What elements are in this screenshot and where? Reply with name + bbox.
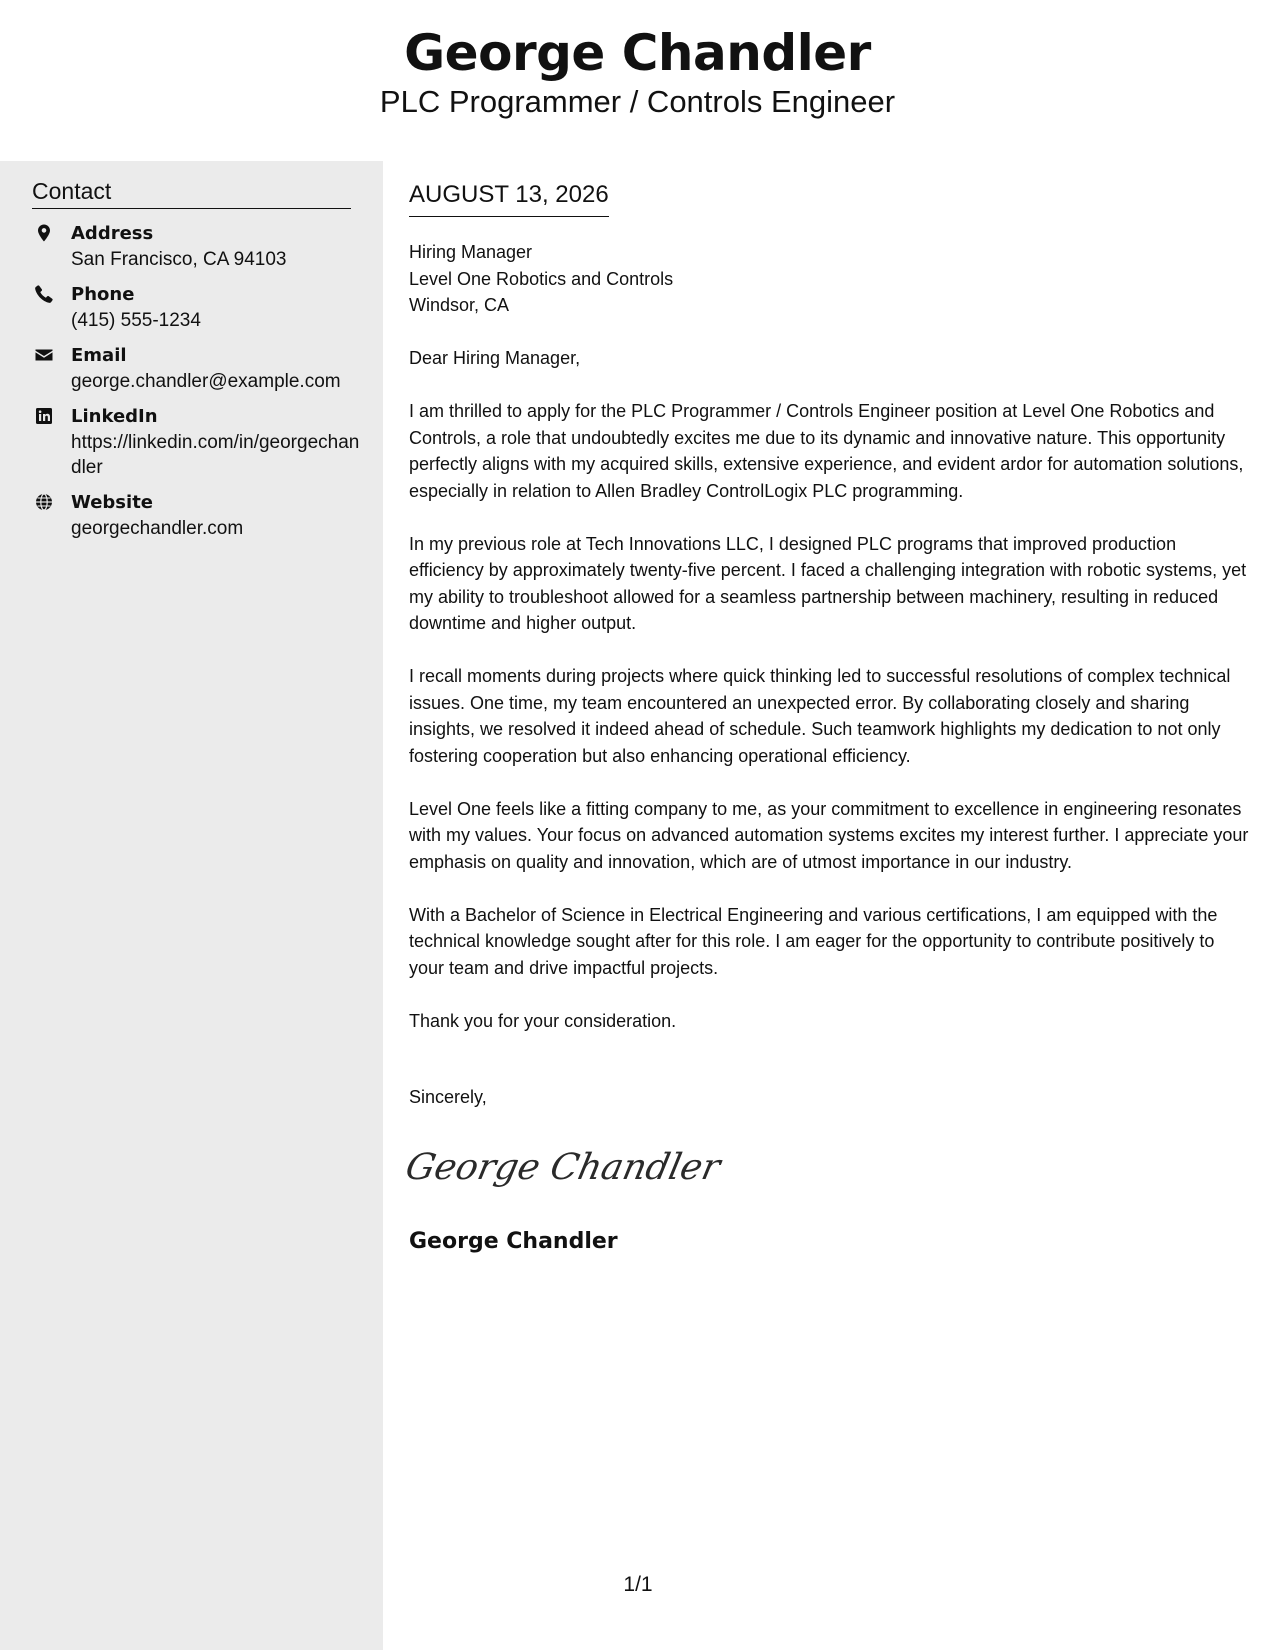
letter-date: AUGUST 13, 2026 [409, 179, 609, 217]
paragraph: In my previous role at Tech Innovations LLC, I designed PLC programs that improved production efficiency by approximately twenty-five percent. I faced a challenging integration with robotic systems, yet my ability to troubleshoot allowed for a seamless partnership between machinery, resulting in reduced downtime and higher output. [409, 533, 1247, 633]
applicant-role: PLC Programmer / Controls Engineer [379, 84, 896, 119]
phone-icon [34, 284, 54, 304]
resume-header [0, 0, 1275, 161]
letter-content [409, 345, 1249, 1061]
globe-icon [34, 492, 54, 512]
paragraph: I am thrilled to apply for the PLC Programmer / Controls Engineer position at Level One Robotics and Controls, a role that undoubtedly excites me due to its dynamic and innovative nature. This opportunity perfectly aligns with my acquired skills, extensive experience, and evident ardor for automation solutions, especially in relation to Allen Bradley ControlLogix PLC programming. [409, 401, 1244, 501]
contact-sidebar [0, 161, 383, 1650]
map-pin-icon [34, 223, 54, 243]
contact-label: Address [71, 223, 154, 244]
contact-label: Email [71, 345, 127, 366]
page-number: 1/1 [623, 1573, 653, 1596]
salutation: Dear Hiring Manager, [409, 348, 581, 368]
contact-label: Website [71, 492, 154, 513]
recipient-block [409, 239, 1249, 319]
closing: Sincerely, [409, 1087, 487, 1107]
contact-item-email [32, 343, 362, 394]
contact-value: San Francisco, CA 94103 [71, 249, 287, 270]
contact-value: https://linkedin.com/in/georgechandler [71, 432, 360, 478]
linkedin-icon [34, 406, 54, 426]
svg-text:George Chandler: George Chandler [401, 1145, 725, 1188]
contact-item-phone [32, 282, 362, 333]
recipient-title: Hiring Manager [409, 242, 533, 262]
applicant-name: George Chandler [404, 24, 871, 82]
contact-value: georgechandler.com [71, 518, 244, 539]
contact-value: george.chandler@example.com [71, 371, 341, 392]
paragraph: I recall moments during projects where quick thinking led to successful resolutions of complex technical issues. One time, my team encountered an unexpected error. By collaborating closely and sharing insights, we resolved it indeed ahead of schedule. Such teamwork highlights my dedication to not only fostering cooperation but also enhancing operational efficiency. [409, 666, 1231, 766]
recipient-company: Level One Robotics and Controls [409, 268, 674, 289]
paragraph: Thank you for your consideration. [409, 1010, 677, 1031]
contact-section-title: Contact [32, 175, 351, 209]
contact-item-address [32, 221, 362, 272]
recipient-location: Windsor, CA [409, 295, 510, 315]
contact-list [32, 221, 362, 551]
contact-label: LinkedIn [71, 406, 158, 427]
handwritten-signature [401, 1136, 725, 1196]
contact-label: Phone [71, 284, 135, 305]
paragraph: Level One feels like a fitting company to me, as your commitment to excellence in engineering resonates with my values. Your focus on advanced automation systems excites my interest further. I appreciate your emphasis on quality and innovation, which are of utmost importance in our industry. [409, 798, 1249, 872]
contact-value: (415) 555-1234 [71, 310, 201, 331]
contact-item-website [32, 490, 362, 541]
contact-item-linkedin [32, 404, 362, 480]
paragraph: With a Bachelor of Science in Electrical Engineering and various certifications, I am equipped with the technical knowledge sought after for this role. I am eager for the opportunity to contribute positively to your team and drive impactful projects. [409, 904, 1218, 978]
signer-name: George Chandler [409, 1229, 618, 1254]
envelope-icon [34, 345, 54, 365]
